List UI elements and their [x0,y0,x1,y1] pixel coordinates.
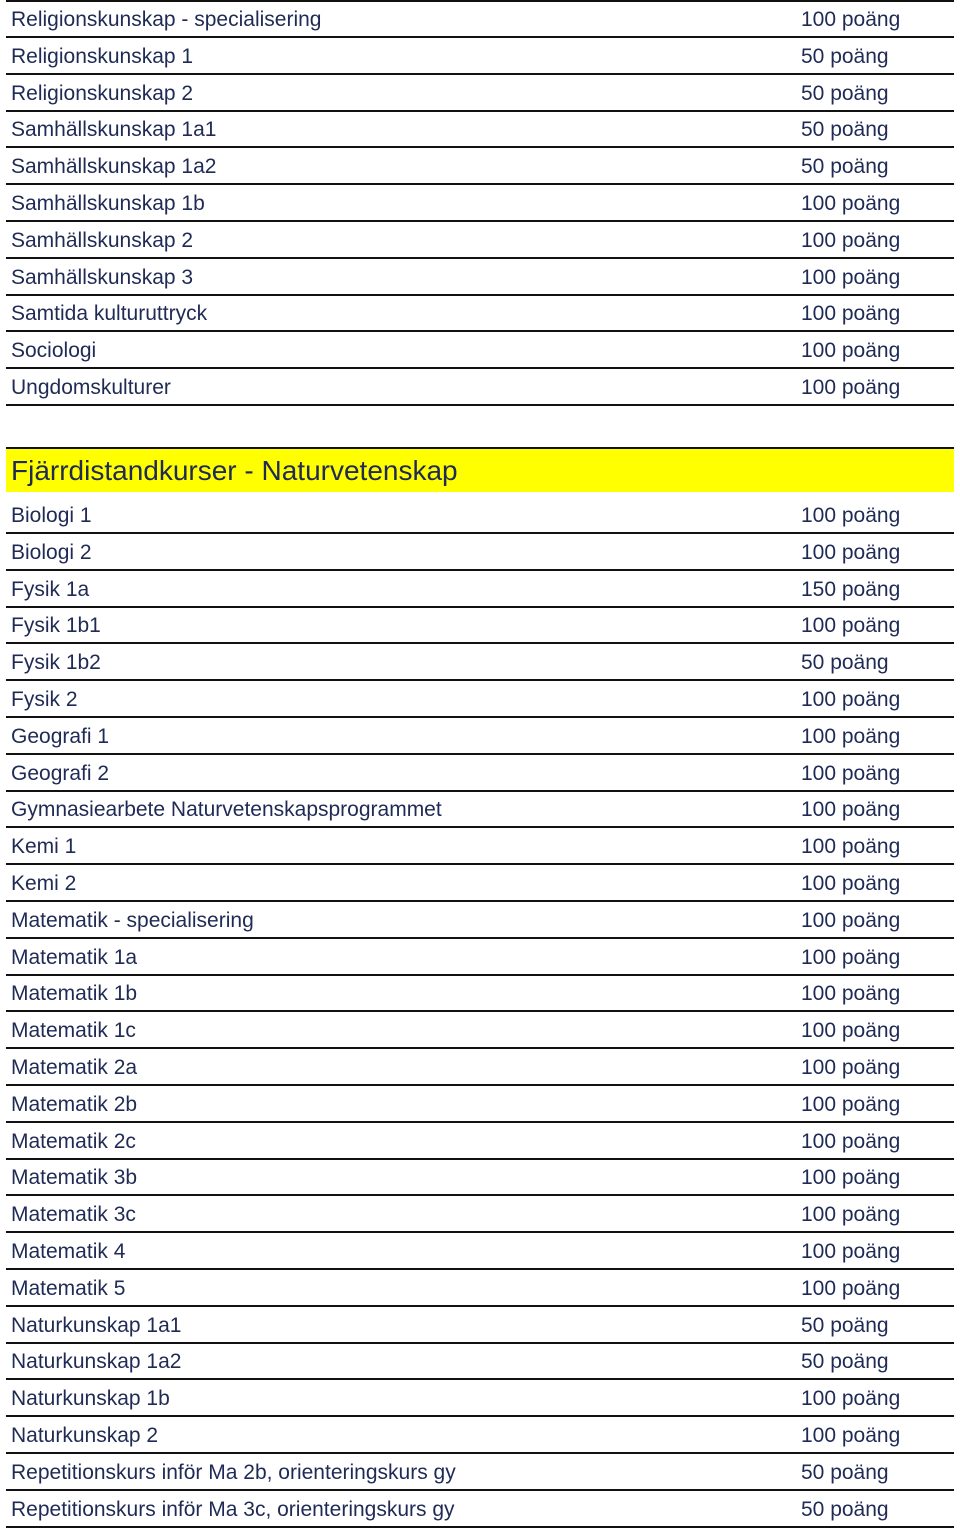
table-row [6,222,954,259]
course-name: Matematik 1a [11,945,138,969]
course-table-naturvetenskap [6,492,954,1528]
table-row [6,1012,954,1049]
table-row [6,644,954,681]
table-row [6,902,954,939]
table-row [6,1160,954,1197]
course-name: Naturkunskap 1a1 [11,1313,182,1337]
course-name: Matematik - specialisering [11,908,254,932]
course-points: 150 poäng [801,577,901,601]
course-name: Kemi 1 [11,835,77,859]
course-name: Samtida kulturuttryck [11,302,208,326]
course-name: Repetitionskurs inför Ma 3c, orienteringskurs gy [11,1497,455,1521]
course-name: Religionskunskap - specialisering [11,8,322,31]
course-name: Naturkunskap 1a2 [11,1350,182,1374]
table-row [6,369,954,406]
course-points: 100 poäng [801,1203,901,1227]
course-name: Sociologi [11,339,97,363]
course-points: 100 poäng [801,908,901,932]
table-row [6,2,954,38]
table-row [6,492,954,534]
course-points: 100 poäng [801,1387,901,1411]
course-name: Matematik 3b [11,1166,138,1190]
course-name: Kemi 2 [11,871,77,895]
course-points: 100 poäng [801,1019,901,1043]
table-row [6,1196,954,1233]
course-name: Samhällskunskap 1b [11,191,205,215]
course-name: Geografi 2 [11,761,110,785]
course-points: 50 poäng [801,1313,889,1337]
course-points: 100 poäng [801,540,901,564]
course-name: Matematik 2a [11,1055,138,1079]
course-points: 100 poäng [801,614,901,638]
course-points: 100 poäng [801,1276,901,1300]
table-row [6,75,954,112]
course-name: Geografi 1 [11,724,110,748]
course-name: Gymnasiearbete Naturvetenskapsprogrammet [11,798,442,822]
course-points: 50 poäng [801,44,889,68]
table-row [6,259,954,296]
table-row [6,718,954,755]
course-points: 100 poäng [801,504,901,527]
table-row [6,571,954,608]
course-points: 100 poäng [801,265,901,289]
course-name: Matematik 4 [11,1239,126,1263]
course-points: 100 poäng [801,798,901,822]
course-points: 100 poäng [801,302,901,326]
course-name: Matematik 1b [11,982,138,1006]
course-name: Matematik 2c [11,1129,136,1153]
course-points: 100 poäng [801,761,901,785]
section-header-naturvetenskap [6,447,954,492]
course-points: 100 poäng [801,945,901,969]
table-row [6,1454,954,1491]
course-points: 50 poäng [801,651,889,675]
course-name: Matematik 3c [11,1203,136,1227]
course-points: 50 poäng [801,81,889,105]
table-row [6,332,954,369]
course-points: 50 poäng [801,1350,889,1374]
course-name: Ungdomskulturer [11,375,171,399]
table-row [6,112,954,149]
table-row [6,976,954,1013]
table-row [6,38,954,75]
course-points: 100 poäng [801,982,901,1006]
course-name: Biologi 2 [11,540,92,564]
table-row [6,1270,954,1307]
table-row [6,792,954,829]
course-points: 50 poäng [801,155,889,179]
course-points: 100 poäng [801,1423,901,1447]
table-row [6,1086,954,1123]
course-name: Biologi 1 [11,504,92,527]
course-points: 100 poäng [801,835,901,859]
course-points: 100 poäng [801,1129,901,1153]
table-row [6,1417,954,1454]
course-name: Fysik 1b1 [11,614,101,638]
table-row [6,755,954,792]
table-row [6,939,954,976]
table-row [6,1307,954,1344]
course-points: 100 poäng [801,687,901,711]
table-row [6,681,954,718]
course-name: Fysik 2 [11,687,78,711]
course-points: 100 poäng [801,8,901,31]
table-row [6,1233,954,1270]
course-name: Matematik 2b [11,1092,138,1116]
course-points: 100 poäng [801,1166,901,1190]
course-name: Repetitionskurs inför Ma 2b, orienteringskurs gy [11,1460,456,1484]
course-name: Religionskunskap 2 [11,81,194,105]
table-row [6,1491,954,1528]
table-row [6,828,954,865]
table-row [6,296,954,333]
course-table-top [6,0,954,406]
course-points: 100 poäng [801,375,901,399]
course-points: 50 poäng [801,1497,889,1521]
course-points: 50 poäng [801,1460,889,1484]
course-points: 100 poäng [801,339,901,363]
table-row [6,148,954,185]
table-row [6,1123,954,1160]
course-points: 100 poäng [801,724,901,748]
table-row [6,1380,954,1417]
course-name: Matematik 5 [11,1276,126,1300]
course-name: Samhällskunskap 1a2 [11,155,217,179]
course-points: 100 poäng [801,871,901,895]
course-points: 50 poäng [801,118,889,142]
table-row [6,185,954,222]
table-row [6,1049,954,1086]
section-title: Fjärrdistandkurser - Naturvetenskap [11,455,458,486]
table-row [6,1344,954,1381]
table-row [6,608,954,645]
table-row [6,534,954,571]
course-name: Naturkunskap 2 [11,1423,159,1447]
course-name: Samhällskunskap 3 [11,265,194,289]
course-name: Matematik 1c [11,1019,136,1043]
course-points: 100 poäng [801,1055,901,1079]
course-name: Samhällskunskap 1a1 [11,118,217,142]
course-points: 100 poäng [801,191,901,215]
course-name: Religionskunskap 1 [11,44,194,68]
course-points: 100 poäng [801,228,901,252]
course-name: Samhällskunskap 2 [11,228,194,252]
course-points: 100 poäng [801,1092,901,1116]
course-name: Fysik 1a [11,577,90,601]
course-name: Fysik 1b2 [11,651,101,675]
table-row [6,865,954,902]
course-name: Naturkunskap 1b [11,1387,170,1411]
course-points: 100 poäng [801,1239,901,1263]
